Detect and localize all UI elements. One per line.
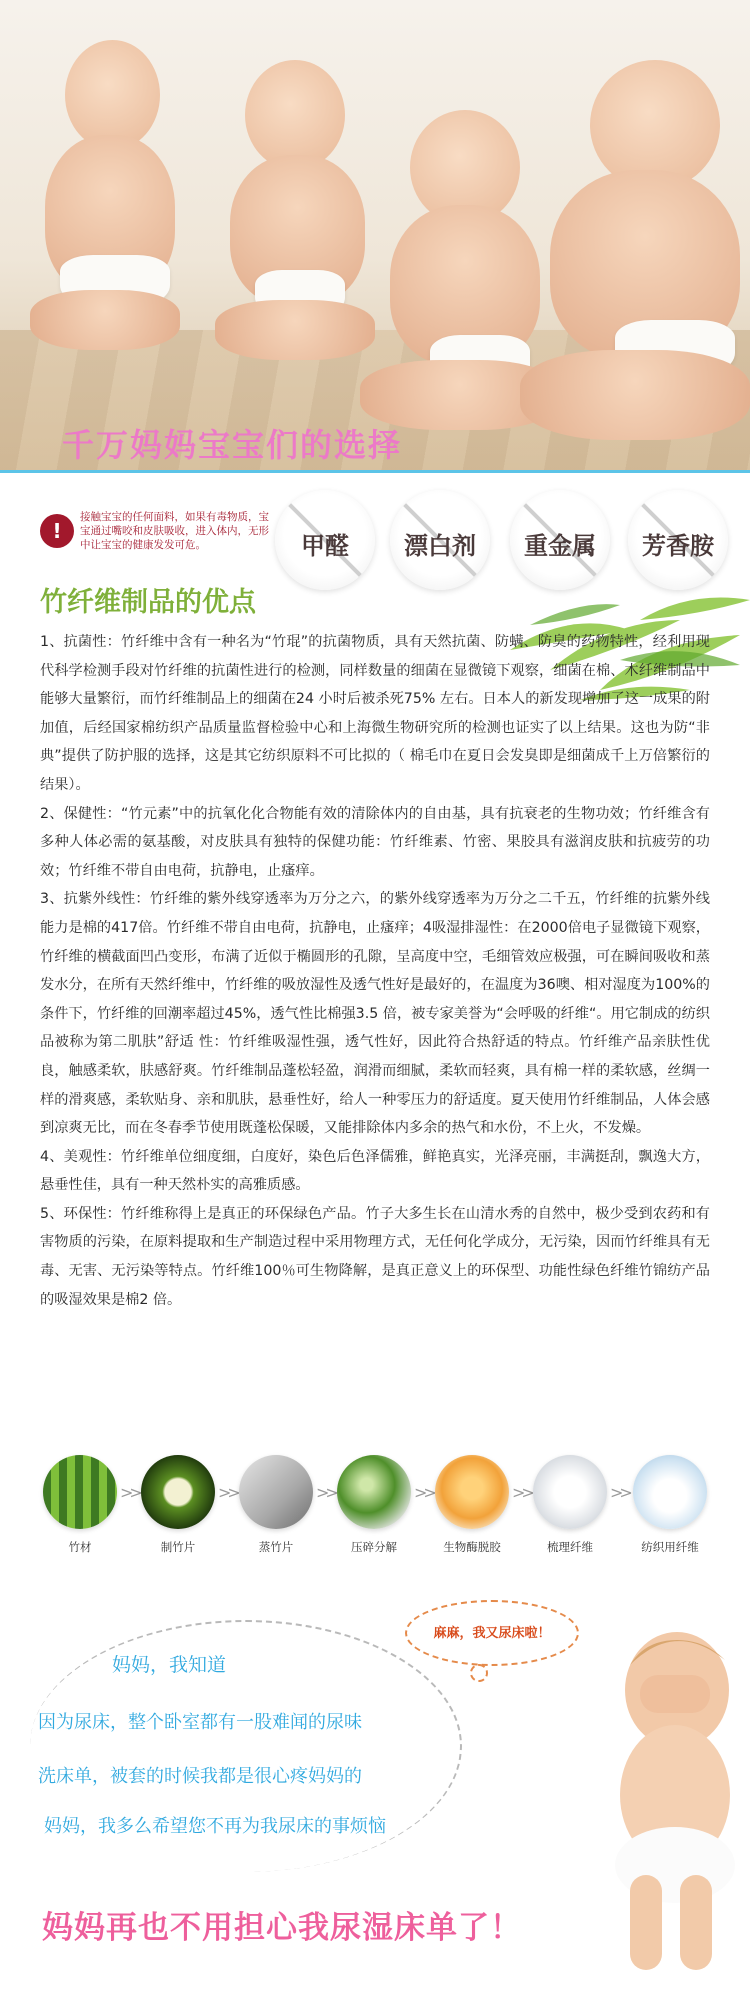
benefit-paragraph: 1、抗菌性：竹纤维中含有一种名为“竹琨”的抗菌物质，具有天然抗菌、防螨、防臭的药物特性，经利用现代科学检测手段对竹纤维的抗菌性进行的检测，同样数量的细菌在显微镜下观察，细菌在棉、木纤维制品中能够大量繁衍，而竹纤维制品上的细菌在24 小时后被杀死75% 左右。日本人的新发现增加了这一成果的附加值，后经国家棉纺织产品质量监督检验中心和上海微生物研究所的检测也证实了以上结果。这也为防“非典”提供了防护服的选择，这是其它纺织原料不可比拟的（ 棉毛巾在夏日会发臭即是细菌成千上万倍繁衍的结果）。: [40, 634, 710, 793]
process-step: 蒸竹片: [236, 1455, 316, 1555]
speech-bubble-tail: [470, 1664, 488, 1682]
process-step: 压碎分解: [334, 1455, 414, 1555]
benefit-paragraph: 2、保健性：“竹元素”中的抗氧化化合物能有效的清除体内的自由基，具有抗衰老的生物功效；竹纤维含有多种人体必需的氨基酸，对皮肤具有独特的保健功能：竹纤维素、竹密、果胶具有滋润皮肤和抗疲劳的功效；竹纤维不带自由电荷，抗静电，止瘙痒。: [40, 805, 710, 879]
warning-icon: !: [40, 514, 74, 548]
benefit-paragraph: 5、环保性：竹纤维称得上是真正的环保绿色产品。竹子大多生长在山清水秀的自然中，极少受到农药和有害物质的污染，在原料提取和生产制造过程中采用物理方式，无任何化学成分，无污染，因而竹纤维具有无毒、无害、无污染等特点。竹纤维100％可生物降解，是真正意义上的环保型、功能性绿色纤维竹锦纺产品的吸湿效果是棉2 倍。: [40, 1205, 710, 1308]
speech-bubble: 麻麻，我又尿床啦！: [405, 1600, 579, 1666]
message-line: 因为尿床，整个卧室都有一股难闻的尿味: [38, 1712, 362, 1733]
free-of-label: 漂白剂: [404, 532, 476, 560]
prohibited-icon: [510, 490, 610, 590]
steaming-image: [239, 1455, 313, 1529]
arrow-icon: >>: [218, 1483, 237, 1502]
message-heading: 妈妈，我知道: [112, 1654, 227, 1676]
benefit-paragraph: 4、美观性：竹纤维单位细度细，白度好，染色后色泽儒雅，鲜艳真实，光泽亮丽，丰满挺刮，飘逸大方，悬垂性佳，具有一种天然朴实的高雅质感。: [40, 1148, 710, 1194]
prohibited-icon: [628, 490, 728, 590]
free-of-label: 甲醛: [301, 532, 349, 560]
bamboo-slice-image: [141, 1455, 215, 1529]
arrow-icon: >>: [610, 1483, 629, 1502]
arrow-icon: >>: [316, 1483, 335, 1502]
process-step: 梳理纤维: [530, 1455, 610, 1555]
hero-caption: 千万妈妈宝宝们的选择: [62, 426, 403, 464]
free-of-label: 重金属: [524, 532, 596, 560]
enzyme-image: [435, 1455, 509, 1529]
slogan: 妈妈再也不用担心我尿湿床单了！: [42, 1910, 522, 1946]
warning-text: 接触宝宝的任何面料，如果有毒物质，宝宝通过嘴咬和皮肤吸收，进入体内，无形中让宝宝的健康发发可危。: [80, 511, 269, 551]
free-of-label: 芳香胺: [642, 532, 714, 560]
fiber-image: [533, 1455, 607, 1529]
textile-fiber-image: [633, 1455, 707, 1529]
crushing-image: [337, 1455, 411, 1529]
process-steps: [40, 1455, 720, 1565]
bottom-section: [0, 1580, 750, 2000]
process-step: 竹材: [40, 1455, 120, 1555]
benefits-text: [40, 628, 710, 1314]
message-line: 妈妈，我多么希望您不再为我尿床的事烦恼: [44, 1816, 386, 1837]
baby-photo: [520, 60, 750, 460]
hero-banner: [0, 0, 750, 470]
benefit-paragraph: 3、抗紫外线性：竹纤维的紫外线穿透率为万分之六，的紫外线穿透率为万分之二千五，竹纤维的抗紫外线能力是棉的417倍。竹纤维不带自由电荷，抗静电，止瘙痒；4吸湿排湿性：在2000倍电子显微镜下观察，竹纤维的横截面凹凸变形，布满了近似于椭圆形的孔隙，呈高度中空，毛细管效应极强，可在瞬间吸收和蒸发水分，在所有天然纤维中，竹纤维的吸放湿性及透气性好是最好的，在温度为36噢、相对湿度为100%的条件下，竹纤维的回潮率超过45%，透气性比棉强3.5 倍，被专家美誉为“会呼吸的纤维“。用它制成的纺织品被称为第二肌肤”舒适 性：竹纤维吸湿性强，透气性好，因此符合热舒适的特点。竹纤维产品亲肤性优良，触感柔软，肤感舒爽。竹纤维制品蓬松轻盈，润滑而细腻，柔软而轻爽，具有棉一样的柔软感，丝绸一样的滑爽感，柔软贴身、亲和肌肤，悬垂性好，给人一种零压力的舒适度。夏天使用竹纤维制品，人体会感到凉爽无比，而在冬春季节使用既蓬松保暖，又能排除体内多余的热气和水份，不上火，不发燥。: [40, 891, 710, 1137]
arrow-icon: >>: [414, 1483, 433, 1502]
toddler-photo: [585, 1620, 745, 1980]
process-step: 生物酶脱胶: [432, 1455, 512, 1555]
baby-photo: [30, 40, 190, 370]
section-title: 竹纤维制品的优点: [40, 587, 256, 618]
message-line: 洗床单，被套的时候我都是很心疼妈妈的: [38, 1766, 362, 1787]
bamboo-image: [43, 1455, 117, 1529]
prohibited-icon: [275, 490, 375, 590]
divider-line: [0, 470, 750, 473]
process-step: 制竹片: [138, 1455, 218, 1555]
process-step: 纺织用纤维: [630, 1455, 710, 1555]
arrow-icon: >>: [120, 1483, 139, 1502]
prohibited-icon: [390, 490, 490, 590]
arrow-icon: >>: [512, 1483, 531, 1502]
